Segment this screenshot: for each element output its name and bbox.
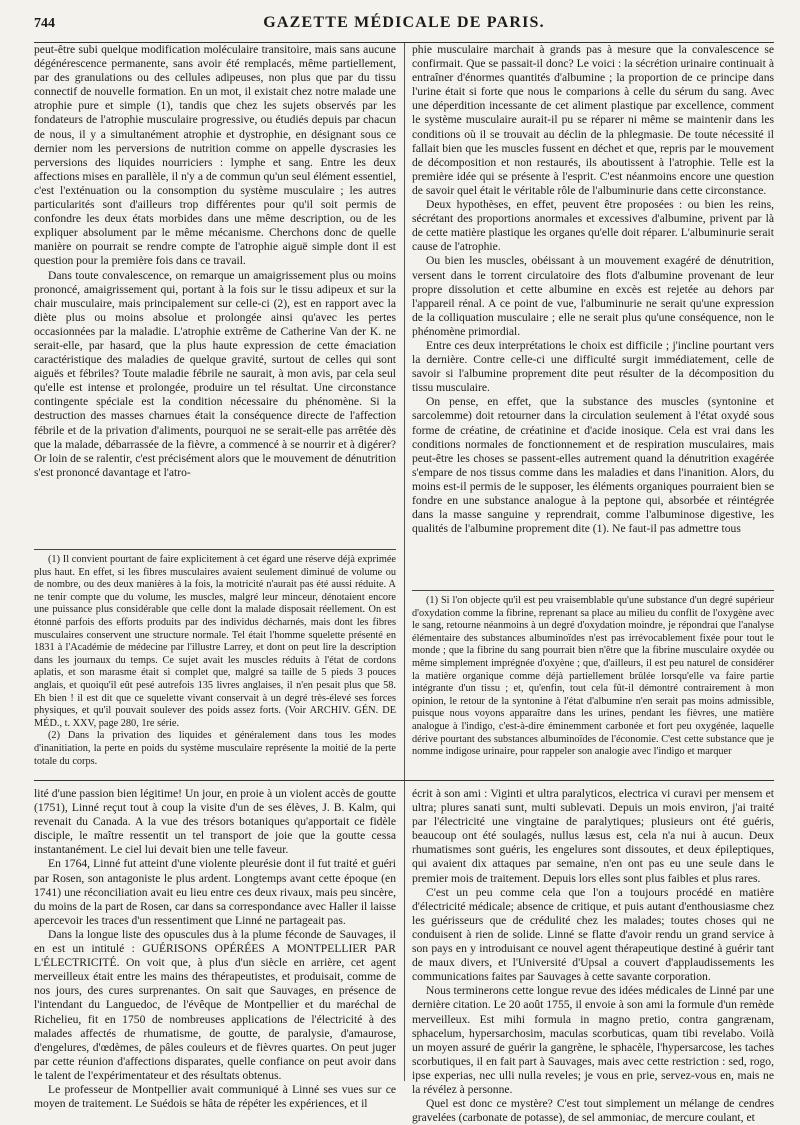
paragraph: On pense, en effet, que la substance des muscles (syntonine et sarcolemme) doit retourner dans la circulation seulement à l'état oxydé sous forme de créatine, de créatinine et d'acide inosique. Cela est vrai dans les conditions normales de fonctionnement et de respiration musculaires, mais peut-être les choses se passent-elles autrement quand la dénutrition exagérée s'empare de nos tissus comme dans les maladies et dans l'inanition. Alors, du moins est-il permis de le supposer, les éléments organiques pourraient bien se fondre en une substance analogue à la peptone qui, absorbée et réintégrée dans la masse sanguine y reprendrait, comme l'albuminose digestive, les qualités de l'albumine proprement dite (1). Ne faut-il pas admettre tous xyxy=(412,395,774,536)
column-divider xyxy=(404,781,405,1081)
bottom-left-column xyxy=(34,781,396,1111)
feuilleton-section xyxy=(34,780,774,1125)
footnotes-left xyxy=(34,554,396,785)
top-right-column xyxy=(412,43,774,780)
footnote-divider xyxy=(34,549,396,550)
paragraph: Quel est donc ce mystère? C'est tout simplement un mélange de cendres gravelées (carbonate de potasse), de sel ammoniac, de mercure coulant, et xyxy=(412,1097,774,1125)
paragraph: Le professeur de Montpellier avait communiqué à Linné ses vues sur ce moyen de traitement. Le Suédois se hâta de répéter les expériences, et il xyxy=(34,1082,396,1111)
top-section xyxy=(34,43,774,780)
footnote: (2) Dans la privation des liquides et généralement dans tous les modes d'inanitiation, la perte en poids du système musculaire représente la moitié de la perte totale du corps. xyxy=(34,730,396,767)
page-number: 744 xyxy=(34,16,55,31)
journal-title: GAZETTE MÉDICALE DE PARIS. xyxy=(263,14,545,31)
article-body-right xyxy=(412,43,774,584)
paragraph: Nous terminerons cette longue revue des idées médicales de Linné par une dernière citation. Le 20 août 1755, il envoie à son ami la formule d'un remède merveilleux. Est mihi formula in magno pretio, contra gangrænam, sphacelum, hypersarchosim, maculas scorbuticas, quam tibi revelabo. Voilà un moyen assuré de guérir la gangrène, le sphacèle, l'hypersarcose, les taches scorbutiques, il en fait part à Sauvages, mais avec cette restriction : sed, rogo, ipse experias, nec ulli nulla reveles; je vous en prie, servez-vous en, mais ne la révélez à personne. xyxy=(412,984,774,1096)
paragraph: Ou bien les muscles, obéissant à un mouvement exagéré de dénutrition, versent dans le torrent circulatoire des flots d'albumine provenant de leur propre dissolution et cette albumine en excès est rejetée au dehors par l'appareil rénal. A ce point de vue, l'albuminurie ne serait qu'une expression de la colliquation musculaire ; elle ne serait plus qu'une conséquence, non le phénomène primordial. xyxy=(412,254,774,338)
paragraph: Deux hypothèses, en effet, peuvent être proposées : ou bien les reins, sécrétant des proportions anormales et excessives d'albumine, privent par là de cette matière plastique les organes qu'elle doit réparer. L'albuminurie serait cause de l'atrophie. xyxy=(412,198,774,254)
paragraph: Entre ces deux interprétations le choix est difficile ; j'incline pourtant vers la dernière. Contre celle-ci une difficulté surgit immédiatement, celle de savoir si l'albumine proprement dite peut résulter de la décomposition du tissu musculaire. xyxy=(412,338,774,395)
paragraph: lité d'une passion bien légitime! Un jour, en proie à un violent accès de goutte (1751), Linné reçut tout à coup la visite d'un de ses élèves, J. B. Kalm, qui revenait du Canada. A la vue des trésors botaniques qu'apportait ce fidèle disciple, le maître ressentit un tel transport de joie que la goutte cessa instantanément. Le ciel lui devait bien une telle faveur. xyxy=(34,787,396,857)
footnotes-right xyxy=(412,595,774,785)
page-header xyxy=(34,14,774,43)
paragraph: écrit à son ami : Viginti et ultra paralyticos, electrica vi curavi per mensem et ultra; plures sanati sunt, multi sublevati. Depuis un mois environ, j'ai traité par l'électricité une vingtaine de paralytiques; plusieurs ont été guéris, beaucoup ont été soulagés, nullus læsus est, cela n'a nui à aucun. Deux rhumatismes sont guéris, les engelures sont dissoutes, et deux épileptiques, qui avaient dix attaques par semaine, n'en ont pas eu une seule dans le premier mois de traitement. Depuis lors elles sont plus faibles et plus rares. xyxy=(412,787,774,885)
bottom-right-column xyxy=(412,781,774,1125)
footnote: (1) Si l'on objecte qu'il est peu vraisemblable qu'une substance d'un degré supérieur d'oxydation comme la fibrine, reprenant sa place au milieu du conflit de l'oxygène avec le sang, retourne néanmoins à un degré d'oxydation moindre, je répondrai que l'analyse élémentaire des substances albuminoïdes n'est pas irrévocablement fixée pour tout le monde ; que la fibrine du sang pourrait bien n'être que la fibrine musculaire oxydée ou même simplement imprégnée d'oxyène ; que, d'ailleurs, il est peu naturel de considérer la matière organique comme déjà partiellement brûlée lorsqu'elle va faire partie intégrante d'un tissu ; et, qu'enfin, tout cela fût-il démontré contrairement à mon opinion, le retour de la syntonine à l'état d'albumine n'en serait pas moins admissible, puisque nous voyons apparaître dans les urines, pendant les fièvres, une matière analogue à l'indigo, c'est-à-dire éminemment carbonée et fort peu oxygénée, laquelle dérive pourtant des substances albuminoïdes de l'économie. C'est cette substance que je nomme indigose urinaire, pour rappeler son analogie avec l'indigo et marquer xyxy=(412,595,774,758)
paragraph: Dans la longue liste des opuscules dus à la plume féconde de Sauvages, il en est un intitulé : GUÉRISONS OPÉRÉES A MONTPELLIER PAR L'ÉLECTRICITÉ. On voit que, à plus d'un siècle en arrière, cet agent merveilleux était entre les mains des thérapeutistes, et produisait, comme de nos jours, des cures surprenantes. On sait que Sauvages, en présence de l'intendant du Languedoc, de l'évêque de Montpellier et du maréchal de Richelieu, fit en 1750 de nombreuses applications de l'électricité à des malades affectés de rhumatisme, de goutte, de paralysie, d'amaurose, d'engelures, d'œdèmes, de pâles couleurs et de fièvres quartes. On peut juger par cette réunion d'affections disparates, quelle confiance on peut avoir dans le talent de l'expérimentateur et des résultats obtenus. xyxy=(34,927,396,1082)
paragraph: phie musculaire marchait à grands pas à mesure que la convalescence se confirmait. Que se passait-il donc? Le voici : la sécrétion urinaire continuait à entraîner d'énormes quantités d'albumine ; la proportion de ce principe dans l'urine était si forte que nous le comparions à celle du sérum du sang. Avec une déperdition incessante de cet aliment plastique par excellence, comment le système musculaire aurait-il pu se réparer ni même se maintenir dans les conditions où il se trouvait au déclin de la phlegmasie. De toute nécessité il fallait bien que les muscles fussent en déchet et que, repris par le mouvement de décomposition et non restaurés, ils aboutissent à l'atrophie. Telle est la première idée qui se présente à l'esprit. C'est néanmoins encore une question de savoir quel était le véritable rôle de l'albuminurie dans cette circonstance. xyxy=(412,43,774,197)
top-left-column xyxy=(34,43,396,780)
paragraph: En 1764, Linné fut atteint d'une violente pleurésie dont il fut traité et guéri par Rosen, son antagoniste le plus ardent. Longtemps avant cette époque (en 1741) une réconciliation avait eu lieu entre ces deux rivaux, mais peu sincère, du moins de la part de Rosen, car dans sa correspondance avec Haller il laisse apercevoir les traces d'un ressentiment que Linné ne partageait pas. xyxy=(34,857,396,927)
paragraph: Dans toute convalescence, on remarque un amaigrissement plus ou moins prononcé, amaigrissement qui, portant à la fois sur le tissu adipeux et sur la chair musculaire, mais principalement sur celle-ci (2), est en rapport avec la diète plus ou moins absolue et prolongée ainsi qu'avec les pertes occasionnées par la maladie. L'atrophie extrême de Catherine Van der K. ne serait-elle, par hasard, que la plus haute expression de cette émaciation caractéristique des maladies de quelque gravité, surtout de celles qui sont aiguës et fébriles? Toute maladie fébrile ne saurait, à mon avis, par cela seul qu'elle est intense et prolongée, produire un tel résultat. Une circonstance contingente spéciale est la condition nécessaire du phénomène. Si la destruction des masses charnues était la conséquence directe de l'affection fébrile et de la privation d'aliments, pourquoi ne se serait-elle pas arrêtée dès que la malade, débarrassée de la fièvre, a commencé à se nourrir et à digérer? Or loin de se ralentir, c'est précisément alors que le mouvement de dénutrition s'est prononcé davantage et l'atro- xyxy=(34,268,396,479)
footnote-divider xyxy=(412,590,774,591)
footnote: (1) Il convient pourtant de faire explicitement à cet égard une réserve déjà exprimée plus haut. En effet, si les fibres musculaires avaient seulement diminué de volume ou de nombre, ou des deux manières à la fois, la motricité n'aurait pas été aussi réduite. A ne tenir compte que du volume, les muscles, malgré leur minceur, dénotaient encore une puissance plus considérable que celle dont la malade disposait réellement. On est étonné parfois des efforts produits par des individus décharnés, mais dont les fibres musculaires conservent une structure normale. Tel était l'homme squelette présenté en 1831 à l'Académie de médecine par l'illustre Larrey, et dont on peut lire la description dans les journaux du temps. Ce sujet avait les muscles réduits à l'état de cordons aplatis, et son marasme était si complet que, malgré sa taille de 5 pieds 3 pouces anglais, et quoiqu'il eût pesé autrefois 135 livres anglaises, il n'en pesait plus que 58. Eh bien ! il est dit que ce squelette vivant conservait à un degré très-élevé ses forces physiques, et qu'il pouvait soulever des poids assez forts. (Voir ARCHIV. GÉN. DE MÉD., t. XXV, page 280, 1re série. xyxy=(34,554,396,729)
paragraph: C'est un peu comme cela que l'on a toujours procédé en matière d'électricité médicale; absence de critique, et puis autant d'enthousiasme chez les guérisseurs que de crédulité chez les malades; toutes choses qui ne conduisent à rien de solide. Linné se flatte d'avoir rendu un grand service à son pays en y introduisant ce nouvel agent thérapeutique destiné à guérir tant de maux divers, et l'Université d'Upsal a couvert d'applaudissements les communications faites par Sauvages à cette savante corporation. xyxy=(412,885,774,984)
paragraph: peut-être subi quelque modification moléculaire transitoire, mais sans aucune dégénérescence permanente, sans avoir été remplacés, même partiellement, par des granulations ou des cellules adipeuses, non plus que par du tissu connectif de nouvelle formation. En un mot, il existait chez notre malade une atrophie pure et simple (1), tandis que chez les sujets observés par les fondateurs de l'atrophie musculaire progressive, ou étudiés depuis par chacun de nous, il y a simultanément atrophie et dystrophie, en désignant sous ce dernier nom les perversions de nutrition comme on appelle dyscrasies les perversions des liquides nourriciers : lymphe et sang. Entre les deux affections mises en parallèle, il n'y a de commun qu'un seul élément essentiel, c'est l'exténuation ou la consomption du système musculaire ; les autres particularités sont d'ailleurs trop différentes pour qu'il soit permis de confondre les deux états morbides dans une même description, ou de les expliquer absolument par le même mécanisme. Cherchons donc de quelle manière on pourrait se rendre compte de l'atrophie aiguë simple dont il est question pour la première fois dans ce travail. xyxy=(34,43,396,268)
column-divider xyxy=(404,43,405,780)
article-body-left xyxy=(34,43,396,543)
